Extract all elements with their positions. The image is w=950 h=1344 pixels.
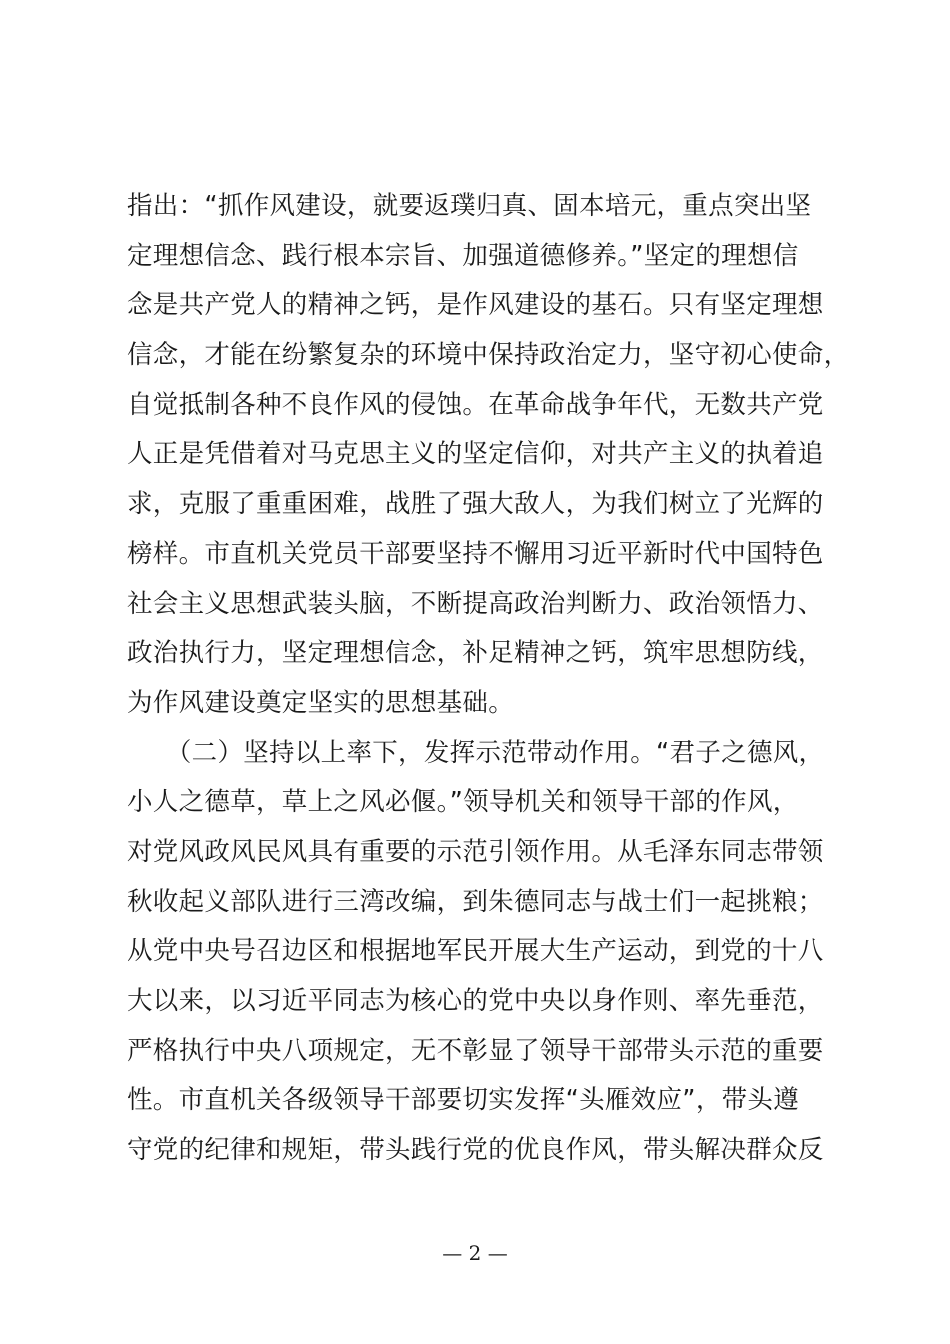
- text-line: 对党风政风民风具有重要的示范引领作用。从毛泽东同志带领: [127, 836, 824, 867]
- text-line: 定理想信念、践行根本宗旨、加强道德修养。”坚定的理想信: [127, 240, 799, 271]
- text-line: 从党中央号召边区和根据地军民开展大生产运动，到党的十八: [127, 936, 824, 967]
- text-line: （二）坚持以上率下，发挥示范带动作用。“君子之德风，: [127, 737, 825, 768]
- text-line: 性。市直机关各级领导干部要切实发挥“头雁效应”，带头遵: [127, 1085, 800, 1116]
- text-line: 秋收起义部队进行三湾改编，到朱德同志与战士们一起挑粮；: [127, 886, 824, 917]
- page-number: — 2 —: [442, 1241, 508, 1265]
- text-line: 社会主义思想武装头脑，不断提高政治判断力、政治领悟力、: [127, 588, 824, 619]
- text-line: 求，克服了重重困难，战胜了强大敌人，为我们树立了光辉的: [127, 489, 824, 520]
- text-line: 政治执行力，坚定理想信念，补足精神之钙，筑牢思想防线，: [127, 638, 824, 669]
- text-line: 榜样。市直机关党员干部要坚持不懈用习近平新时代中国特色: [127, 538, 824, 569]
- text-line: 指出：“抓作风建设，就要返璞归真、固本培元，重点突出坚: [127, 191, 812, 221]
- text-line: 小人之德草，草上之风必偃。”领导机关和领导干部的作风，: [127, 787, 799, 818]
- text-line: 严格执行中央八项规定，无不彰显了领导干部带头示范的重要: [127, 1035, 824, 1066]
- text-line: 信念，才能在纷繁复杂的环境中保持政治定力，坚守初心使命，: [127, 340, 850, 371]
- text-line: 大以来，以习近平同志为核心的党中央以身作则、率先垂范，: [127, 986, 824, 1016]
- body-text: [127, 182, 850, 1176]
- text-line: 守党的纪律和规矩，带头践行党的优良作风，带头解决群众反: [127, 1135, 824, 1166]
- text-line: 为作风建设奠定坚实的思想基础。: [127, 687, 515, 718]
- text-line: 念是共产党人的精神之钙，是作风建设的基石。只有坚定理想: [127, 290, 824, 321]
- text-line: 自觉抵制各种不良作风的侵蚀。在革命战争年代，无数共产党: [127, 389, 824, 420]
- text-line: 人正是凭借着对马克思主义的坚定信仰，对共产主义的执着追: [127, 439, 824, 470]
